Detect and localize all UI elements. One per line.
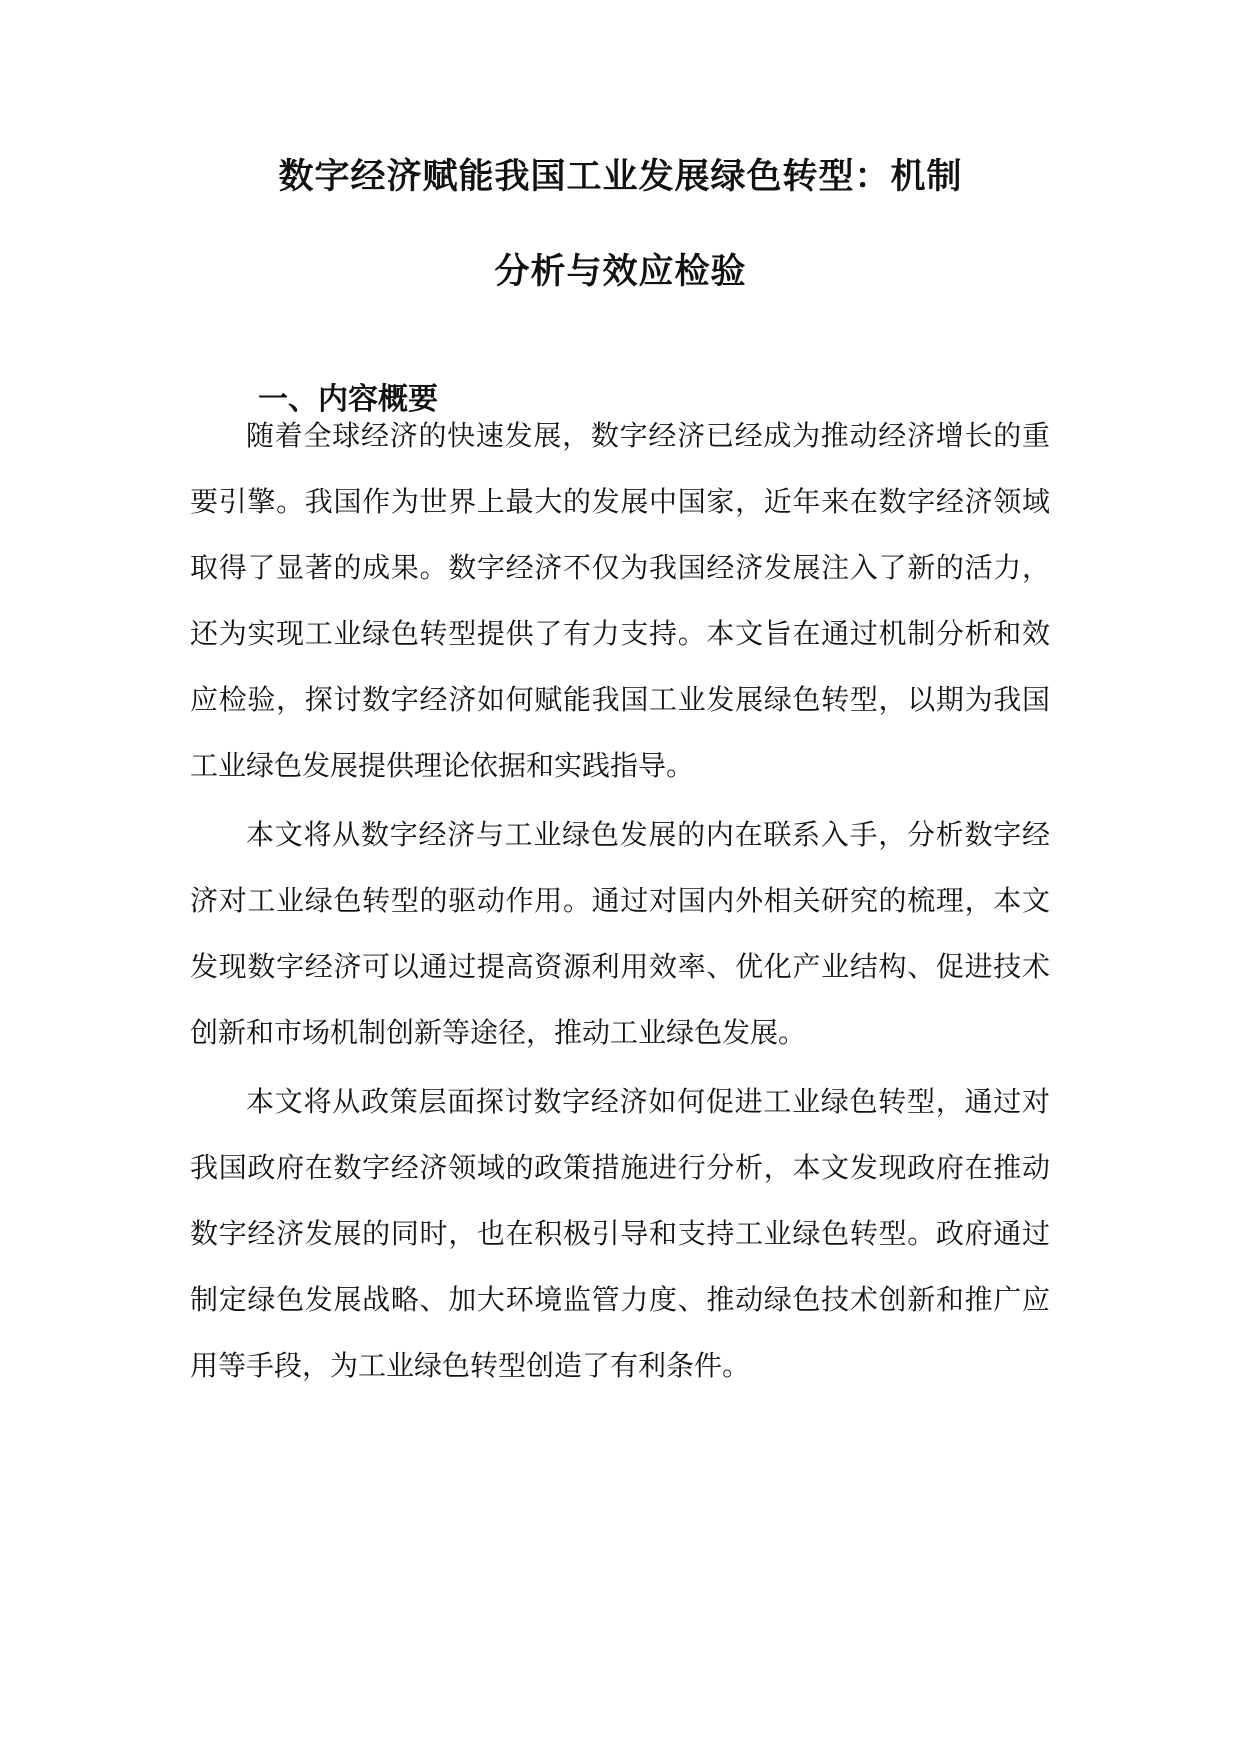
paragraph-line: 要引擎。我国作为世界上最大的发展中国家，近年来在数字经济领域 (190, 485, 1050, 518)
paragraph-line: 发现数字经济可以通过提高资源利用效率、优化产业结构、促进技术 (190, 950, 1050, 983)
paragraph-line: 取得了显著的成果。数字经济不仅为我国经济发展注入了新的活力， (190, 551, 1050, 584)
paragraph-line: 数字经济发展的同时，也在积极引导和支持工业绿色转型。政府通过 (190, 1217, 1050, 1250)
paragraph-line: 济对工业绿色转型的驱动作用。通过对国内外相关研究的梳理，本文 (190, 884, 1050, 917)
paragraph-line: 本文将从数字经济与工业绿色发展的内在联系入手，分析数字经 (246, 818, 1050, 851)
paragraph-line: 我国政府在数字经济领域的政策措施进行分析，本文发现政府在推动 (190, 1151, 1050, 1184)
paragraph-line: 工业绿色发展提供理论依据和实践指导。 (190, 749, 695, 782)
document-title-line-2: 分析与效应检验 (494, 252, 747, 292)
paragraph-line: 随着全球经济的快速发展，数字经济已经成为推动经济增长的重 (246, 419, 1050, 452)
paragraph-line: 本文将从政策层面探讨数字经济如何促进工业绿色转型，通过对 (246, 1085, 1050, 1118)
paragraph-line: 还为实现工业绿色转型提供了有力支持。本文旨在通过机制分析和效 (190, 617, 1050, 650)
document-title-line-1: 数字经济赋能我国工业发展绿色转型：机制 (278, 157, 963, 197)
paragraph-line: 用等手段，为工业绿色转型创造了有利条件。 (190, 1349, 751, 1382)
paragraph-line: 应检验，探讨数字经济如何赋能我国工业发展绿色转型，以期为我国 (190, 683, 1050, 716)
section-heading: 一、内容概要 (258, 382, 438, 417)
paragraph-line: 制定绿色发展战略、加大环境监管力度、推动绿色技术创新和推广应 (190, 1283, 1050, 1316)
paragraph-line: 创新和市场机制创新等途径，推动工业绿色发展。 (190, 1016, 807, 1049)
